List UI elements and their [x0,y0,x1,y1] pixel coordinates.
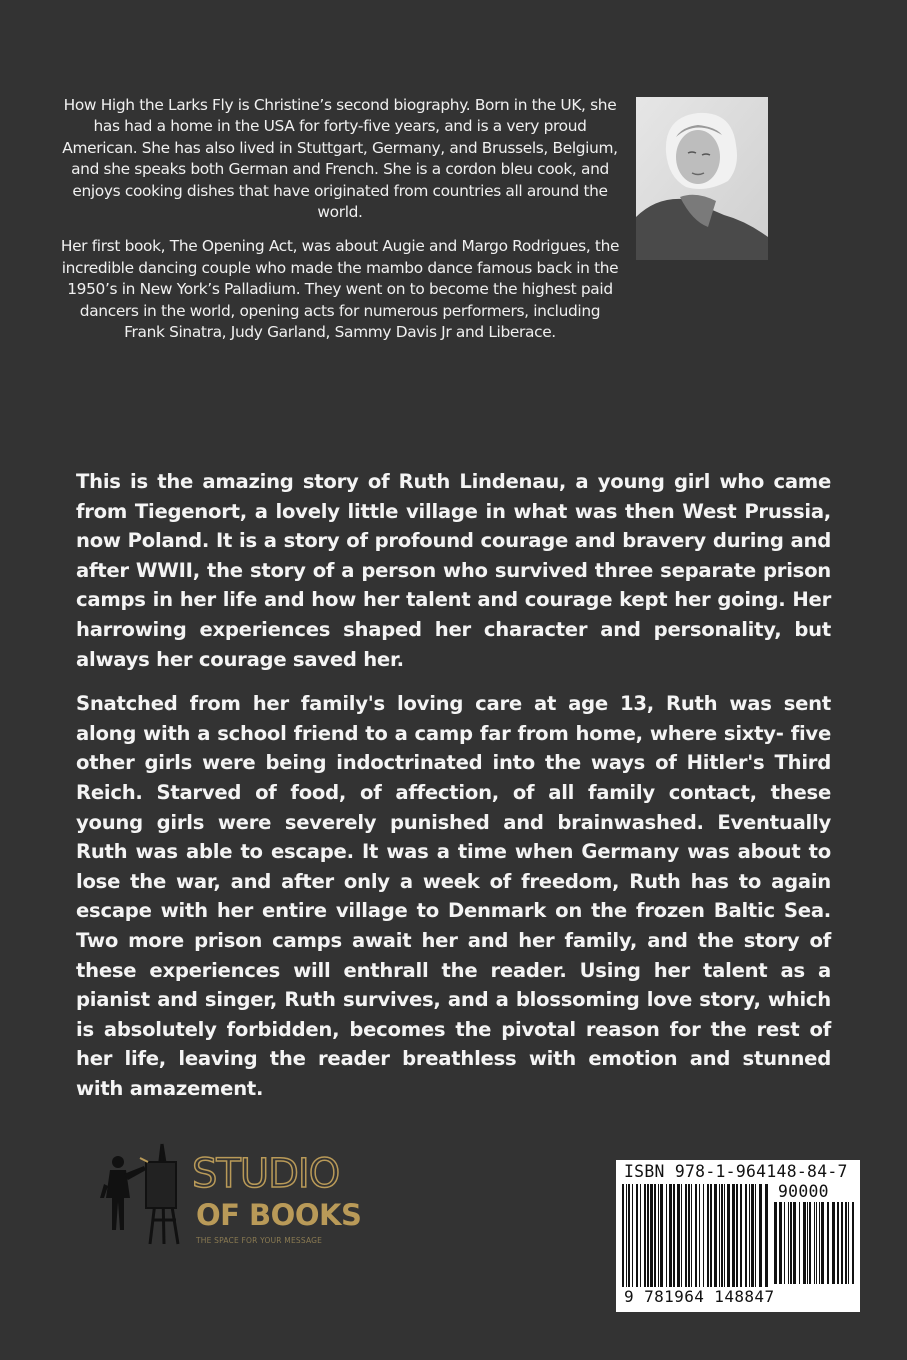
barcode-bar [622,1184,624,1296]
barcode-bar [724,1184,725,1296]
logo-of-books-text: OF BOOKS [196,1198,362,1232]
barcode-bar [793,1202,796,1284]
barcode-bar [803,1202,806,1284]
ean-barcode-bars [622,1184,770,1296]
isbn-label: ISBN 978-1-964148-84-7 [624,1162,848,1181]
barcode-bar [721,1184,723,1296]
barcode-bar [832,1202,835,1284]
barcode-bar [673,1184,675,1296]
barcode-bar [636,1184,638,1296]
barcode-bar [736,1184,738,1296]
barcode-bar [816,1202,817,1284]
price-code: 90000 [778,1182,829,1201]
barcode-bar [660,1184,663,1296]
barcode-bar [751,1184,754,1296]
barcode-bar [677,1184,680,1296]
barcode-bar [666,1184,667,1296]
barcode-bar [714,1184,717,1296]
barcode-bar [650,1184,653,1296]
barcode-bar [647,1184,649,1296]
barcode-bar [654,1184,656,1296]
barcode-bar [745,1184,747,1296]
author-bio-paragraph-1: How High the Larks Fly is Christine’s second biography. Born in the UK, she has had a home in the USA for forty-five years, and is a very proud American. She has also lived in Stuttgart, Germany, and Brussels, Belgium, and she speaks both German and French. She is a cordon bleu cook, and enjoys cooking dishes that have originated from countries all around the world. [62,96,618,222]
barcode-bar [848,1202,849,1284]
barcode-bar [841,1202,843,1284]
barcode-bar [658,1184,659,1296]
barcode-bar [699,1184,700,1296]
synopsis-paragraph-2: Snatched from her family's loving care at age 13, Ruth was sent along with a school friend to a camp far from home, where sixty- five other girls were being indoctrinated into the ways of Hitler's Third Reich. Starved of food, of affection, of all family contact, these young girls were severely punished and brainwashed. Eventually Ruth was able to escape. It was a time when Germany was about to lose the war, and after only a week of freedom, Ruth has to again escape with her entire village to Denmark on the frozen Baltic Sea. Two more prison camps await her and her family, and the story of these experiences will enthrall the reader. Using her talent as a pianist and singer, Ruth survives, and a blossoming love story, which is absolutely forbidden, becomes the pivotal reason for the rest of her life, leaving the reader breathless with emotion and stunned with amazement. [76,692,831,1100]
barcode-bar [827,1202,829,1284]
barcode-bar [695,1184,697,1296]
barcode-bar [644,1184,646,1296]
barcode-bar [807,1202,808,1284]
barcode-bar [669,1184,672,1296]
barcode-bar [755,1184,756,1296]
price-addon-bars [774,1202,854,1284]
barcode-bar [799,1202,800,1284]
barcode-bar [779,1202,782,1284]
barcode-bar [688,1184,690,1296]
barcode-bar [819,1202,820,1284]
logo-tagline: THE SPACE FOR YOUR MESSAGE [196,1236,323,1245]
barcode-bar [784,1202,785,1284]
barcode-bar [707,1184,709,1296]
barcode-bar [626,1184,627,1296]
barcode-bar [719,1184,720,1296]
barcode-bar [790,1202,792,1284]
barcode-bar [788,1202,789,1284]
barcode-bar [740,1184,742,1296]
barcode-bar [852,1202,854,1284]
barcode-bar [765,1184,768,1296]
barcode-bar [628,1184,630,1296]
isbn-barcode [616,1160,860,1312]
barcode-bar [710,1184,712,1296]
barcode-bar [814,1202,815,1284]
book-synopsis [76,467,831,1118]
barcode-bar [691,1184,692,1296]
barcode-bar [685,1184,687,1296]
painter-at-easel-icon [100,1140,192,1248]
logo-studio-text: STUDIO [192,1151,340,1197]
barcode-bar [727,1184,730,1296]
ean-digits: 9 781964 148847 [624,1287,775,1306]
author-photo [636,97,768,260]
barcode-bar [732,1184,735,1296]
publisher-logo [100,1140,380,1252]
synopsis-paragraph-1: This is the amazing story of Ruth Lindenau, a young girl who came from Tiegenort, a lovely little village in what was then West Prussia, now Poland. It is a story of profound courage and bravery during and after WWII, the story of a person who survived three separate prison camps in her life and how her talent and courage kept her going. Her harrowing experiences shaped her character and personality, but always her courage saved her. [76,470,831,671]
barcode-bar [809,1202,811,1284]
barcode-bar [640,1184,641,1296]
barcode-bar [821,1202,824,1284]
barcode-bar [681,1184,682,1296]
barcode-bar [845,1202,847,1284]
barcode-bar [759,1184,762,1296]
author-bio-paragraph-2: Her first book, The Opening Act, was about Augie and Margo Rodrigues, the incredible dancing couple who made the mambo dance famous back in the 1950’s in New York’s Palladium. They went on to become the highest paid dancers in the world, opening acts for numerous performers, including Frank Sinatra, Judy Garland, Sammy Davis Jr and Liberace. [60,237,620,342]
author-bio [60,95,620,356]
barcode-bar [632,1184,633,1296]
barcode-bar [837,1202,839,1284]
barcode-bar [703,1184,704,1296]
barcode-bar [774,1202,777,1284]
barcode-bar [749,1184,750,1296]
